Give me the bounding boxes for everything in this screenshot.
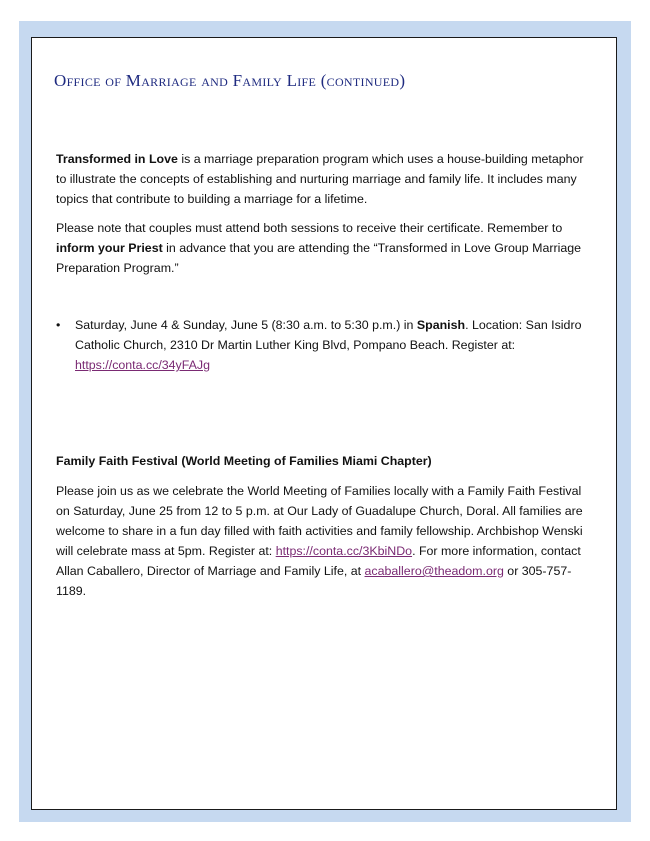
attendance-note-text-a: Please note that couples must attend both sessions to receive their certificate. Remember to	[56, 221, 563, 235]
attendance-note	[56, 218, 594, 278]
document-page	[31, 37, 617, 810]
inform-priest-text: inform your Priest	[56, 241, 163, 255]
intro-section	[56, 149, 594, 278]
session-date-text: Saturday, June 4 & Sunday, June 5 (8:30 a.m. to 5:30 p.m.) in	[75, 318, 417, 332]
program-name: Transformed in Love	[56, 152, 178, 166]
festival-text-a: Please join us as we celebrate the World Meeting of Families locally with a Family Faith Festival on Saturday, June 25 from 12 to 5 p.m. at Our Lady of Guadalupe Church, Doral. All families are welcome to share in a fun day filled with faith activities and family fellowship. Archbishop Wenski will celebrate mass at 5pm. Register at:	[56, 484, 583, 558]
session-list	[56, 315, 594, 375]
session-register-link[interactable]: https://conta.cc/34yFAJg	[75, 358, 210, 372]
festival-text-b: . For more information, contact Allan Caballero, Director of Marriage and Family Life, at	[56, 544, 581, 578]
list-item	[56, 315, 594, 375]
program-description	[56, 149, 594, 209]
page-heading: Office of Marriage and Family Life (continued)	[54, 71, 406, 90]
session-language: Spanish	[416, 318, 466, 332]
festival-register-link[interactable]: https://conta.cc/3KbiNDo	[275, 544, 413, 558]
festival-text-c: or 305-757-1189.	[56, 564, 572, 598]
contact-email-link[interactable]: acaballero@theadom.org	[364, 564, 504, 578]
attendance-note-text-b: in advance that you are attending the “Transformed in Love Group Marriage Preparation Program.”	[56, 241, 582, 275]
festival-description	[56, 481, 594, 601]
festival-title: Family Faith Festival (World Meeting of Families Miami Chapter)	[56, 454, 432, 468]
festival-section	[56, 451, 594, 601]
program-description-text: is a marriage preparation program which uses a house-building metaphor to illustrate the concepts of establishing and nurturing marriage and family life. It includes many topics that contribute to building a marriage for a lifetime.	[56, 152, 584, 206]
session-location-text: . Location: San Isidro Catholic Church, 2310 Dr Martin Luther King Blvd, Pompano Beach. Register at:	[75, 318, 582, 352]
